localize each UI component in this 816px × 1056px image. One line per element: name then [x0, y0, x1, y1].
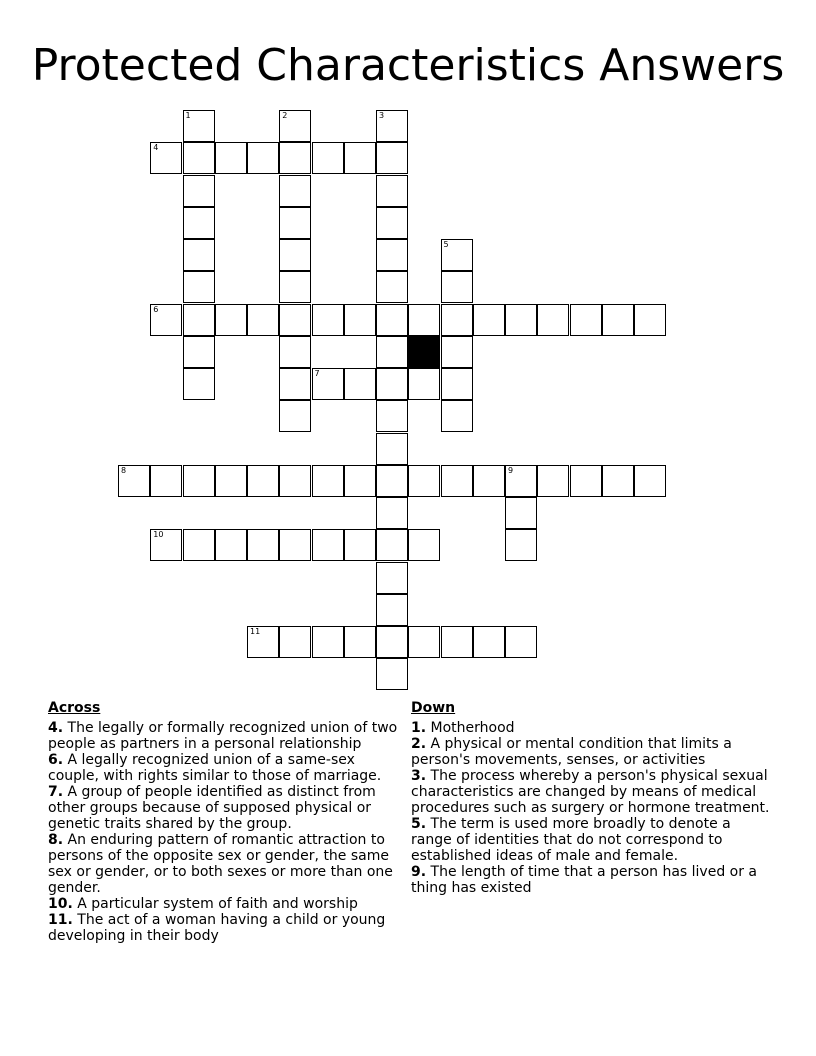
- grid-cell[interactable]: [570, 465, 602, 497]
- grid-cell[interactable]: [344, 465, 376, 497]
- grid-cell[interactable]: [408, 465, 440, 497]
- clue-across-8: 8. An enduring pattern of romantic attraction to persons of the opposite sex or gender, the same sex or gender, or to both sexes or more than one gender.: [48, 832, 393, 896]
- grid-cell[interactable]: [376, 142, 408, 174]
- clue-down-2: 2. A physical or mental condition that limits a person's movements, senses, or activities: [411, 736, 732, 768]
- grid-cell[interactable]: [279, 271, 311, 303]
- cell-number: 3: [379, 111, 385, 120]
- grid-cell[interactable]: [376, 368, 408, 400]
- down-clues: [411, 700, 771, 896]
- grid-cell[interactable]: [537, 465, 569, 497]
- grid-cell[interactable]: [247, 304, 279, 336]
- cell-number: 5: [443, 240, 449, 249]
- grid-cell[interactable]: [505, 304, 537, 336]
- grid-cell[interactable]: [279, 110, 311, 142]
- grid-cell[interactable]: [215, 529, 247, 561]
- grid-cell[interactable]: [537, 304, 569, 336]
- grid-cell[interactable]: [505, 529, 537, 561]
- grid-cell[interactable]: [183, 110, 215, 142]
- grid-cell[interactable]: [376, 207, 408, 239]
- grid-cell[interactable]: [570, 304, 602, 336]
- grid-cell[interactable]: [150, 465, 182, 497]
- cell-number: 4: [153, 143, 159, 153]
- grid-cell[interactable]: [408, 368, 440, 400]
- grid-cell[interactable]: [505, 626, 537, 658]
- grid-cell[interactable]: [602, 465, 634, 497]
- cell-number: 10: [153, 530, 164, 540]
- grid-cell[interactable]: [312, 465, 344, 497]
- grid-cell[interactable]: [118, 465, 150, 497]
- cell-number: 6: [153, 304, 159, 314]
- grid-cell[interactable]: [441, 626, 473, 658]
- grid-cell[interactable]: [441, 400, 473, 432]
- grid-cell[interactable]: [441, 304, 473, 336]
- grid-cell[interactable]: [441, 239, 473, 271]
- grid-cell[interactable]: [376, 271, 408, 303]
- grid-cell[interactable]: [183, 175, 215, 207]
- page-title: Protected Characteristics Answers: [31, 40, 785, 91]
- grid-cell[interactable]: [247, 529, 279, 561]
- clue-down-3: 3. The process whereby a person's physical sexual characteristics are changed by means of medical procedures such as surgery or hormone treatment.: [411, 768, 770, 816]
- grid-cell[interactable]: [473, 304, 505, 336]
- clue-across-10: 10. A particular system of faith and worship: [48, 896, 358, 912]
- grid-cell[interactable]: [312, 142, 344, 174]
- grid-cell[interactable]: [505, 497, 537, 529]
- grid-cell[interactable]: [183, 336, 215, 368]
- grid-cell[interactable]: [183, 368, 215, 400]
- grid-cell[interactable]: [408, 529, 440, 561]
- grid-cell[interactable]: [150, 529, 182, 561]
- grid-cell[interactable]: [344, 142, 376, 174]
- grid-cell[interactable]: [376, 433, 408, 465]
- grid-cell[interactable]: [376, 594, 408, 626]
- grid-cell[interactable]: [279, 465, 311, 497]
- grid-cell[interactable]: [344, 304, 376, 336]
- grid-cell[interactable]: [344, 368, 376, 400]
- clue-across-4: 4. The legally or formally recognized union of two people as partners in a personal relationship: [48, 720, 398, 752]
- grid-cell[interactable]: [408, 304, 440, 336]
- grid-cell[interactable]: [215, 304, 247, 336]
- across-clues: [48, 700, 408, 944]
- grid-cell[interactable]: [183, 304, 215, 336]
- grid-cell[interactable]: [602, 304, 634, 336]
- cell-number: 11: [250, 627, 261, 636]
- grid-cell[interactable]: [473, 626, 505, 658]
- grid-cell[interactable]: [247, 465, 279, 497]
- grid-cell[interactable]: [376, 175, 408, 207]
- grid-cell[interactable]: [279, 626, 311, 658]
- grid-cell[interactable]: [215, 142, 247, 174]
- grid-cell[interactable]: [441, 336, 473, 368]
- grid-cell[interactable]: [279, 175, 311, 207]
- clue-down-1: 1. Motherhood: [411, 720, 515, 736]
- grid-cell[interactable]: [376, 110, 408, 142]
- grid-cell[interactable]: [408, 626, 440, 658]
- grid-cell[interactable]: [376, 529, 408, 561]
- cell-number: 2: [282, 111, 288, 120]
- grid-cell[interactable]: [376, 465, 408, 497]
- grid-cell[interactable]: [376, 336, 408, 368]
- grid-cell[interactable]: [376, 304, 408, 336]
- grid-cell[interactable]: [279, 142, 311, 174]
- grid-cell[interactable]: [376, 626, 408, 658]
- grid-cell[interactable]: [183, 239, 215, 271]
- grid-cell[interactable]: [344, 529, 376, 561]
- clue-across-6: 6. A legally recognized union of a same-sex couple, with rights similar to those of marriage.: [48, 752, 382, 784]
- grid-cell[interactable]: [473, 465, 505, 497]
- clue-down-9: 9. The length of time that a person has lived or a thing has existed: [411, 864, 758, 896]
- grid-cell[interactable]: [279, 239, 311, 271]
- cell-number: 9: [508, 465, 514, 475]
- grid-cell[interactable]: [183, 207, 215, 239]
- grid-cell[interactable]: [376, 562, 408, 594]
- grid-cell[interactable]: [247, 142, 279, 174]
- grid-cell[interactable]: [279, 368, 311, 400]
- cell-number: 8: [121, 465, 127, 475]
- grid-cell[interactable]: [279, 207, 311, 239]
- clue-across-11: 11. The act of a woman having a child or young developing in their body: [48, 912, 386, 944]
- grid-cell[interactable]: [505, 465, 537, 497]
- clue-down-5: 5. The term is used more broadly to denote a range of identities that do not correspond to established ideas of male and female.: [411, 816, 731, 864]
- grid-cell[interactable]: [150, 142, 182, 174]
- grid-cell[interactable]: [376, 658, 408, 690]
- grid-cell[interactable]: [312, 368, 344, 400]
- grid-cell[interactable]: [312, 529, 344, 561]
- grid-cell[interactable]: [150, 304, 182, 336]
- across-heading: Across: [48, 700, 101, 716]
- grid-cell[interactable]: [376, 239, 408, 271]
- grid-cell[interactable]: [279, 529, 311, 561]
- grid-cell[interactable]: [183, 529, 215, 561]
- grid-cell[interactable]: [183, 465, 215, 497]
- grid-cell[interactable]: [312, 304, 344, 336]
- grid-cell[interactable]: [344, 626, 376, 658]
- grid-cell[interactable]: [279, 400, 311, 432]
- grid-cell[interactable]: [183, 142, 215, 174]
- grid-cell[interactable]: [376, 400, 408, 432]
- grid-cell[interactable]: [279, 336, 311, 368]
- cell-number: 1: [185, 111, 191, 120]
- grid-cell[interactable]: [441, 368, 473, 400]
- grid-cell[interactable]: [247, 626, 279, 658]
- grid-cell[interactable]: [183, 271, 215, 303]
- black-cell: [408, 336, 440, 368]
- grid-cell[interactable]: [215, 465, 247, 497]
- down-heading: Down: [411, 700, 456, 716]
- grid-cell[interactable]: [312, 626, 344, 658]
- grid-cell[interactable]: [441, 271, 473, 303]
- cell-number: 7: [314, 369, 320, 378]
- grid-cell[interactable]: [279, 304, 311, 336]
- grid-cell[interactable]: [376, 497, 408, 529]
- grid-cell[interactable]: [441, 465, 473, 497]
- grid-cell[interactable]: [634, 465, 666, 497]
- grid-cell[interactable]: [634, 304, 666, 336]
- clue-across-7: 7. A group of people identified as distinct from other groups because of supposed physical or genetic traits shared by the group.: [48, 784, 376, 832]
